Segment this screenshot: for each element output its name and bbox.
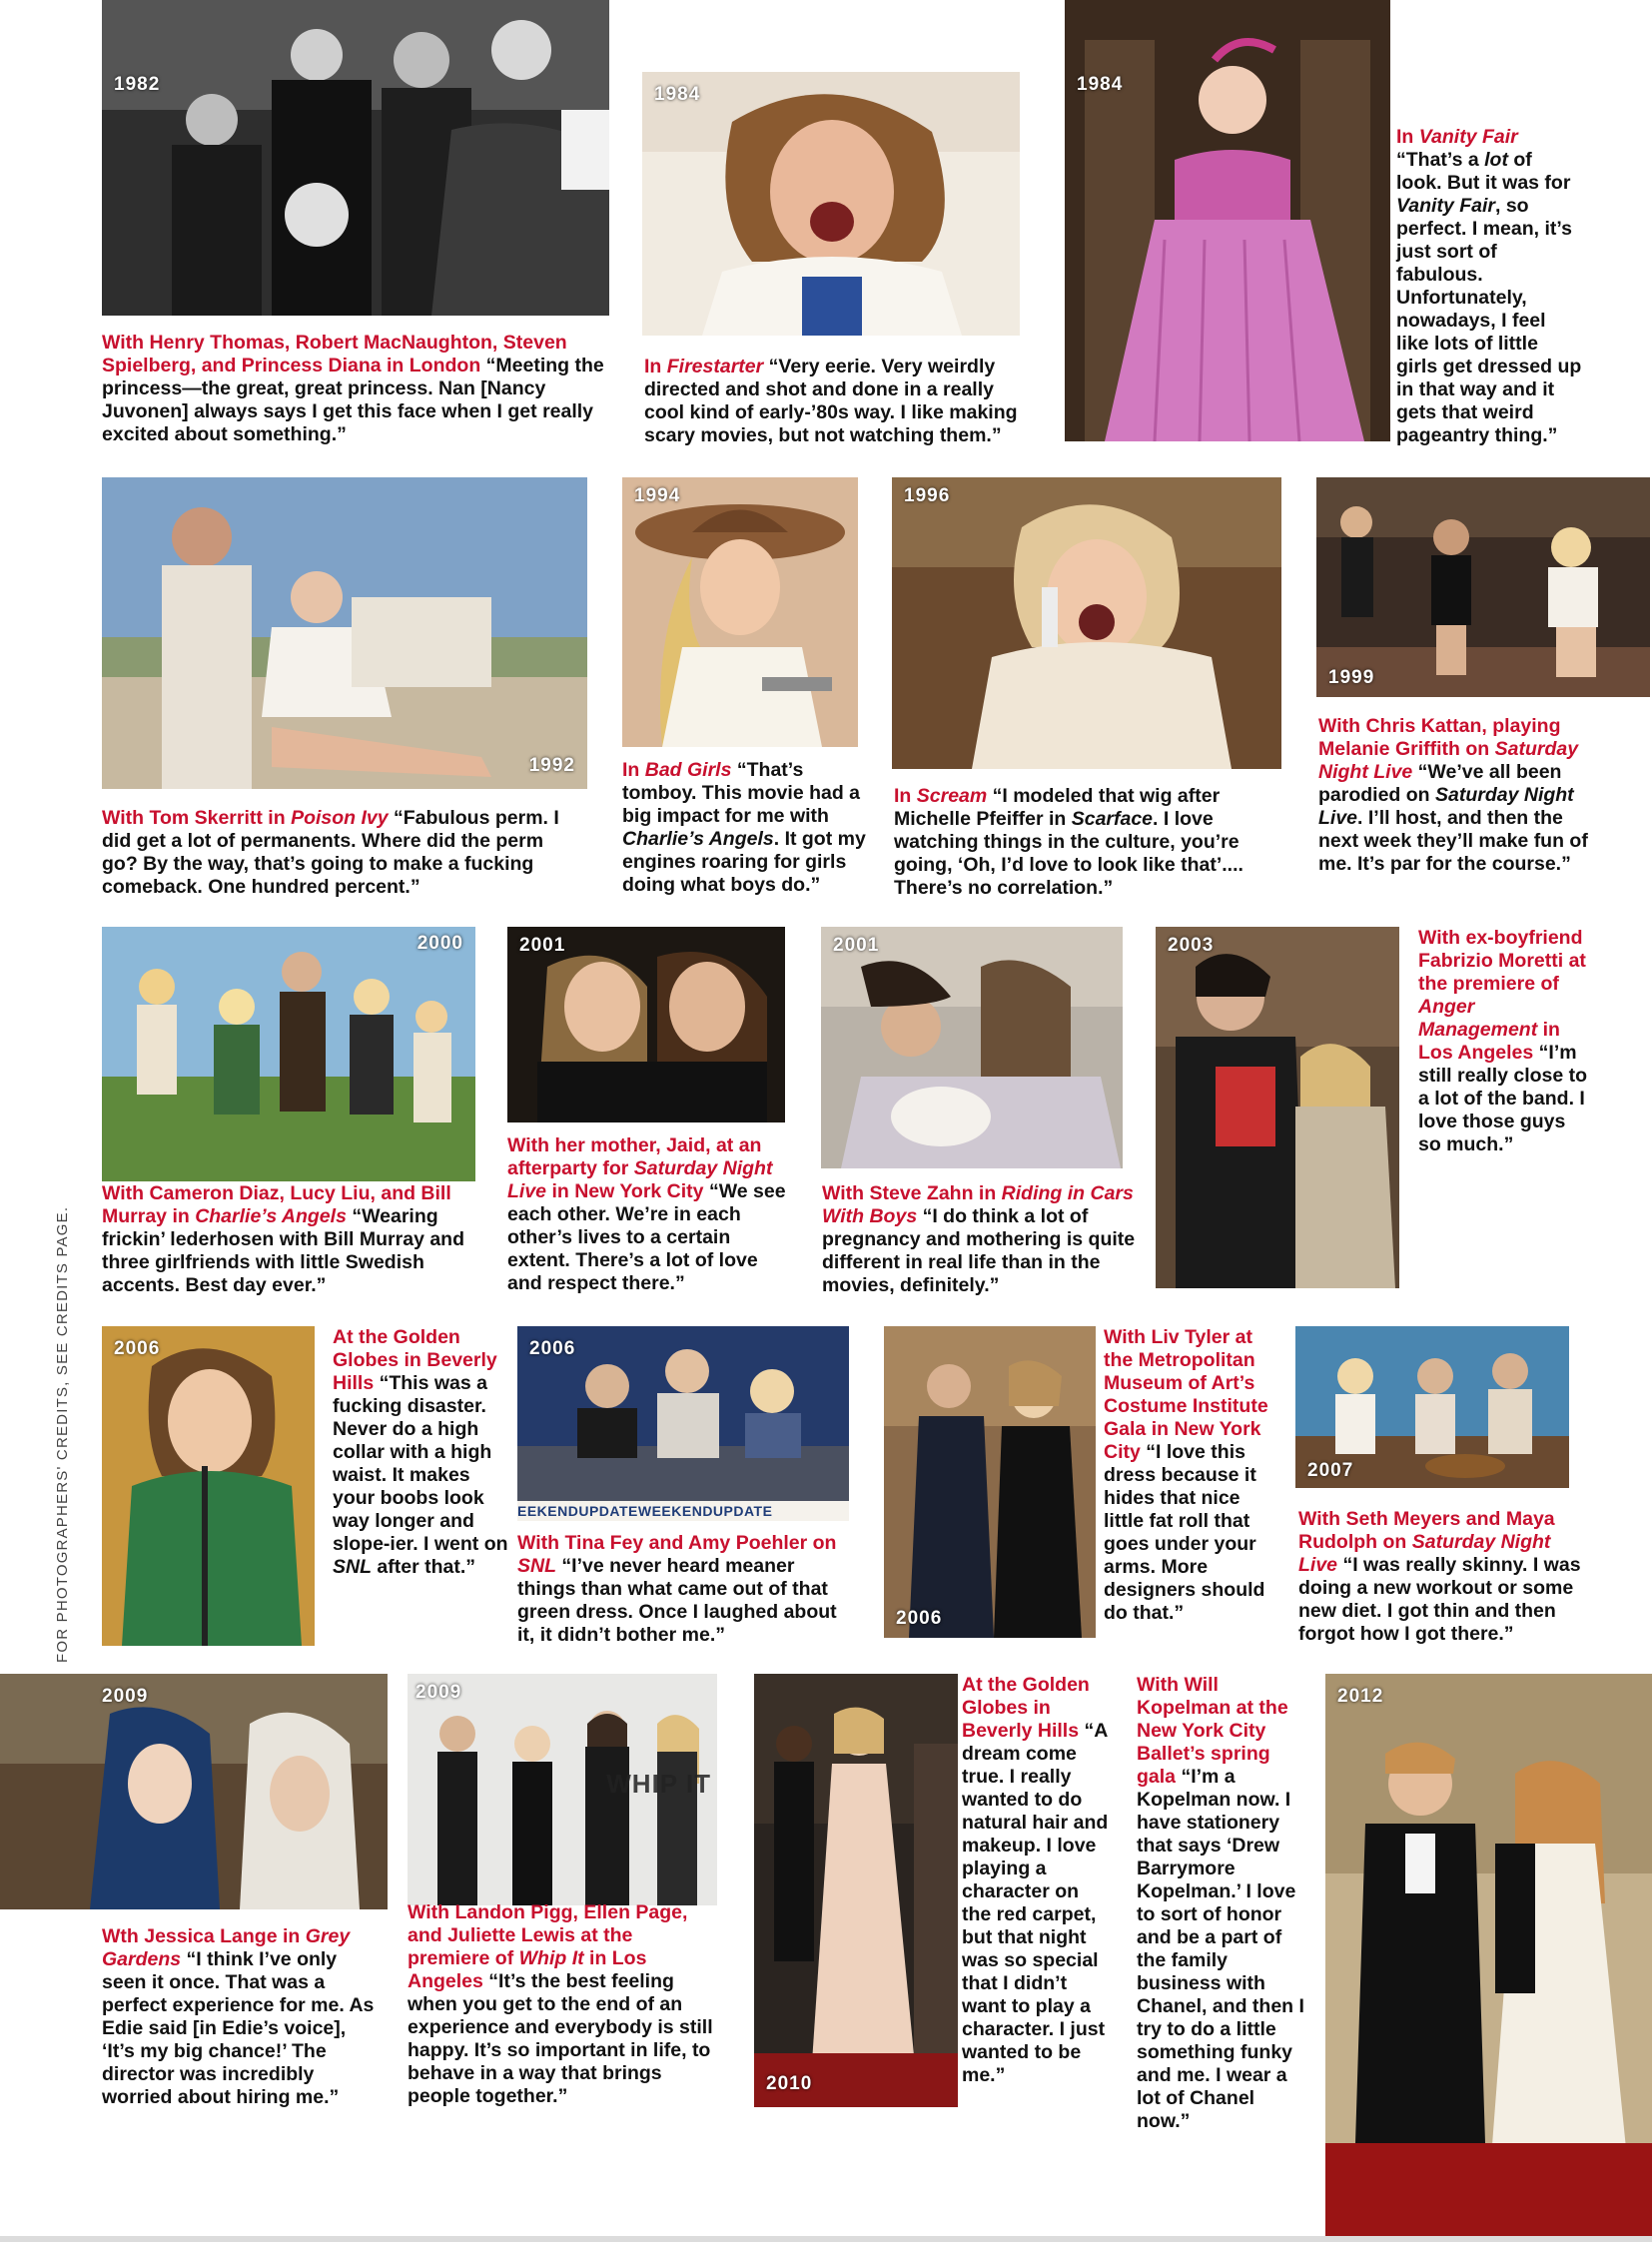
whip-it-backdrop: WHIP IT <box>606 1769 711 1799</box>
photo-1999-snl <box>1316 477 1650 697</box>
year-label: 1996 <box>904 485 951 506</box>
caption-2012: With Will Kopelman at the New York City Ballet’s spring gala “I’m a Kopelman now. I have stationery that says ‘Drew Barrymore Kopelman.’ I love to sort of honor and be a part of the family business with Chanel, and then I try to do a little something funky and me. I wear a lot of Chanel now.” <box>1137 1674 1304 2132</box>
photo-credits-note: FOR PHOTOGRAPHERS' CREDITS, SEE CREDITS PAGE. <box>54 1205 71 1663</box>
photo-2009-whip-it <box>408 1674 717 1905</box>
caption-1994: In Bad Girls “That’s tomboy. This movie had a big impact for me with Charlie’s Angels. It got my engines roaring for girls doing what boys do.” <box>622 759 866 896</box>
photo-2010-golden-globes <box>754 1674 958 2107</box>
photo-1984-firestarter <box>642 72 1020 336</box>
photo-2006-golden-globes <box>102 1326 315 1646</box>
year-label: 1984 <box>654 84 701 105</box>
caption-2010: At the Golden Globes in Beverly Hills “A dream come true. I really wanted to do natural hair and makeup. I love playing a character on the red carpet, but that night was so special that I didn’t want to play a character. I just wanted to be me.” <box>962 1674 1109 2086</box>
year-label: 2001 <box>519 935 566 956</box>
year-label: 2003 <box>1168 935 1215 956</box>
year-label: 2000 <box>416 933 463 954</box>
caption-2003: With ex-boyfriend Fabrizio Moretti at the premiere of Anger Management in Los Angeles “I’m still really close to a lot of the band. I love those guys so much.” <box>1418 927 1588 1155</box>
caption-1982: With Henry Thomas, Robert MacNaughton, Steven Spielberg, and Princess Diana in London “Meeting the princess—the great, great princess. Nan [Nancy Juvonen] always says I get this face when I get really excited about something.” <box>102 332 604 445</box>
year-label: 2009 <box>415 1682 462 1703</box>
year-label: 1994 <box>634 485 681 506</box>
year-label: 1984 <box>1077 74 1124 95</box>
caption-1992: With Tom Skerritt in Poison Ivy “Fabulous perm. I did get a lot of permanents. Where did the perm go? By the way, that’s going to make a fucking comeback. One hundred percent.” <box>102 807 559 898</box>
caption-1999: With Chris Kattan, playing Melanie Griffith on Saturday Night Live “We’ve all been parodied on Saturday Night Live. I’ll host, and then the next week they’ll make fun of me. It’s par for the course.” <box>1318 715 1588 875</box>
photo-1982-premiere <box>102 0 609 316</box>
photo-1994-bad-girls <box>622 477 858 747</box>
caption-2006-snl: With Tina Fey and Amy Poehler on SNL “I’ve never heard meaner things than what came out of that green dress. Once I laughed about it, it didn’t bother me.” <box>517 1532 837 1646</box>
photo-2000-charlies-angels <box>102 927 475 1181</box>
year-label: 1992 <box>528 755 575 776</box>
weekend-update-ticker: EEKENDUPDATEWEEKENDUPDATE <box>517 1501 849 1521</box>
photo-2001-riding-in-cars <box>821 927 1123 1168</box>
caption-2006-golden-globes: At the Golden Globes in Beverly Hills “This was a fucking disaster. Never do a high collar with a high waist. It makes your boobs look way longer and slope-ier. I went on SNL after that.” <box>333 1326 508 1578</box>
caption-2001-mother: With her mother, Jaid, at an afterparty for Saturday Night Live in New York City “We see each other. We’re in each other’s lives to a certain extent. There’s a lot of love and respect there.” <box>507 1134 786 1294</box>
caption-2007: With Seth Meyers and Maya Rudolph on Saturday Night Live “I was really skinny. I was doing a new workout or some new diet. I got thin and then forgot how I got there.” <box>1298 1508 1581 1645</box>
year-label: 2006 <box>896 1608 943 1629</box>
photo-1992-poison-ivy <box>102 477 587 789</box>
year-label: 1999 <box>1328 667 1375 688</box>
photo-2012-ballet-gala <box>1325 1674 1652 2237</box>
caption-2009-grey-gardens: Wth Jessica Lange in Grey Gardens “I think I’ve only seen it once. That was a perfect experience for me. As Edie said [in Edie’s voice], ‘It’s my big chance!’ The director was incredibly worried about hiring me.” <box>102 1925 375 2108</box>
year-label: 2009 <box>102 1686 149 1707</box>
photo-2009-grey-gardens <box>0 1674 388 1909</box>
photo-1984-vanity-fair <box>1065 0 1390 441</box>
year-label: 2006 <box>114 1338 161 1359</box>
caption-1996: In Scream “I modeled that wig after Michelle Pfeiffer in Scarface. I love watching things in the culture, you’re going, ‘Oh, I’d love to look like that’.... There’s no correlation.” <box>894 785 1243 899</box>
caption-2000: With Cameron Diaz, Lucy Liu, and Bill Murray in Charlie’s Angels “Wearing frickin’ lederhosen with Bill Murray and three girlfriends with little Swedish accents. Best day ever.” <box>102 1182 464 1296</box>
year-label: 1982 <box>114 74 161 95</box>
year-label: 2007 <box>1307 1460 1354 1481</box>
caption-2006-met-gala: With Liv Tyler at the Metropolitan Museum of Art’s Costume Institute Gala in New York City “I love this dress because it hides that nice little fat roll that goes under your arms. More designers should do that.” <box>1104 1326 1268 1624</box>
photo-1996-scream <box>892 477 1281 769</box>
caption-1984-firestarter: In Firestarter “Very eerie. Very weirdly directed and shot and done in a really cool kind of early-’80s way. I like making scary movies, but not watching them.” <box>644 356 1018 446</box>
caption-2001-riding: With Steve Zahn in Riding in Cars With Boys “I do think a lot of pregnancy and mothering is quite different in real life than in the movies, definitely.” <box>822 1182 1136 1296</box>
year-label: 2012 <box>1337 1686 1384 1707</box>
year-label: 2006 <box>529 1338 576 1359</box>
photo-2001-mother <box>507 927 785 1122</box>
year-label: 2010 <box>766 2073 813 2094</box>
caption-1984-vanity-fair: In Vanity Fair “That’s a lot of look. But it was for Vanity Fair, so perfect. I mean, it’s just sort of fabulous. Unfortunately, nowadays, I feel like lots of little girls get dressed up in that way and it gets that weird pageantry thing.” <box>1396 126 1582 446</box>
photo-2006-met-gala <box>884 1326 1096 1638</box>
photo-2003-premiere <box>1156 927 1399 1288</box>
year-label: 2001 <box>833 935 880 956</box>
caption-2009-whip-it: With Landon Pigg, Ellen Page, and Juliette Lewis at the premiere of Whip It in Los Angeles “It’s the best feeling when you get to the end of an experience and everybody is still happy. It’s so important in life, to behave in a way that brings people together.” <box>408 1901 713 2107</box>
photo-2006-snl <box>517 1326 849 1521</box>
photo-2007-snl <box>1295 1326 1569 1488</box>
page-bottom-rule <box>0 2236 1652 2242</box>
